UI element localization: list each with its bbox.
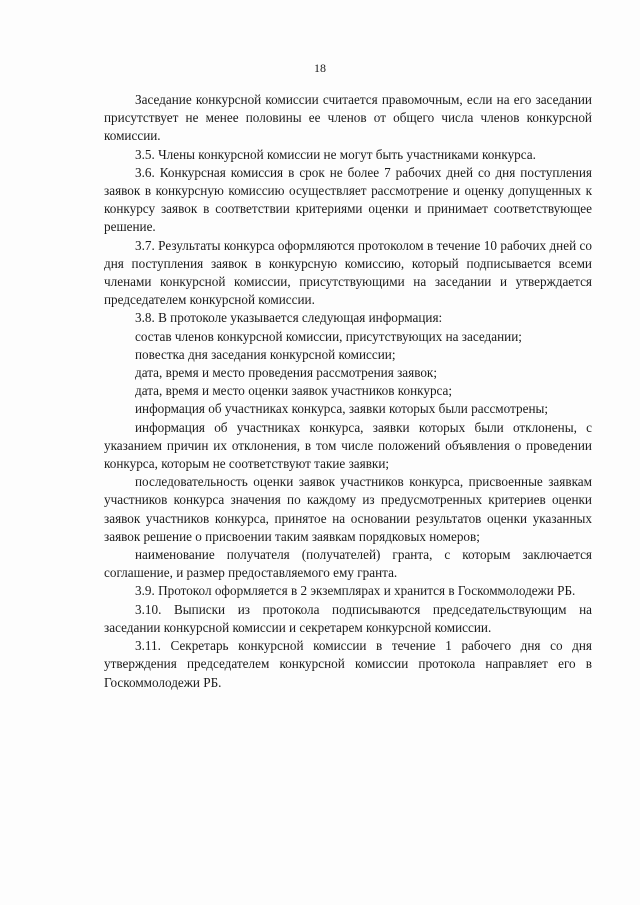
paragraph-quorum: Заседание конкурсной комиссии считается правомочным, если на его заседании присутствует не менее половины ее членов от общего числа членов конкурсной комиссии. xyxy=(104,92,592,144)
list-item-reviewed-participants: информация об участниках конкурса, заявки которых были рассмотрены; xyxy=(135,401,549,417)
paragraph-3-10: 3.10. Выписки из протокола подписываются председательствующим на заседании конкурсной комиссии и секретарем конкурсной комиссии. xyxy=(104,601,592,635)
paragraph-3-8: 3.8. В протоколе указывается следующая информация: xyxy=(135,310,443,326)
paragraph-3-6: 3.6. Конкурсная комиссия в срок не более 7 рабочих дней со дня поступления заявок в конкурсную комиссию осуществляет рассмотрение и оценку допущенных к конкурсу заявок в соответствии критериями оценки и принимает соответствующее решение. xyxy=(104,164,592,235)
list-item-rejected-participants: информация об участниках конкурса, заявки которых были отклонены, с указанием причин их отклонения, в том числе положений объявления о проведении конкурса, которым не соответствуют такие заявки; xyxy=(104,419,592,472)
list-item-evaluation-datetime: дата, время и место оценки заявок участников конкурса; xyxy=(135,383,453,399)
list-item-evaluation-sequence: последовательность оценки заявок участников конкурса, присвоенные заявкам участников конкурса значения по каждому из предусмотренных критериев оценки заявок участников конкурса, принятое на основании результатов оценки указанных заявок решение о присвоении таким заявкам порядковых номеров; xyxy=(104,474,592,544)
list-item-agenda: повестка дня заседания конкурсной комиссии; xyxy=(135,346,396,362)
page-number: 18 xyxy=(314,61,326,75)
paragraph-3-9: 3.9. Протокол оформляется в 2 экземплярах и хранится в Госкоммолодежи РБ. xyxy=(135,583,576,599)
list-item-review-datetime: дата, время и место проведения рассмотрения заявок; xyxy=(135,365,437,381)
paragraph-3-11: 3.11. Секретарь конкурсной комиссии в течение 1 рабочего дня со дня утверждения председателем конкурсной комиссии протокола направляет его в Госкоммолодежи РБ. xyxy=(104,638,592,690)
list-item-grant-recipient: наименование получателя (получателей) гранта, с которым заключается соглашение, и размер предоставляемого ему гранта. xyxy=(104,547,592,581)
paragraph-3-7: 3.7. Результаты конкурса оформляются протоколом в течение 10 рабочих дней со дня поступления заявок в конкурсную комиссию, который подписывается всеми членами конкурсной комиссии, присутствующими на заседании и утверждается председателем конкурсной комиссии. xyxy=(104,237,592,308)
paragraph-3-5: 3.5. Члены конкурсной комиссии не могут быть участниками конкурса. xyxy=(135,146,536,162)
list-item-members: состав членов конкурсной комиссии, присутствующих на заседании; xyxy=(135,328,522,344)
document-body xyxy=(104,91,592,692)
